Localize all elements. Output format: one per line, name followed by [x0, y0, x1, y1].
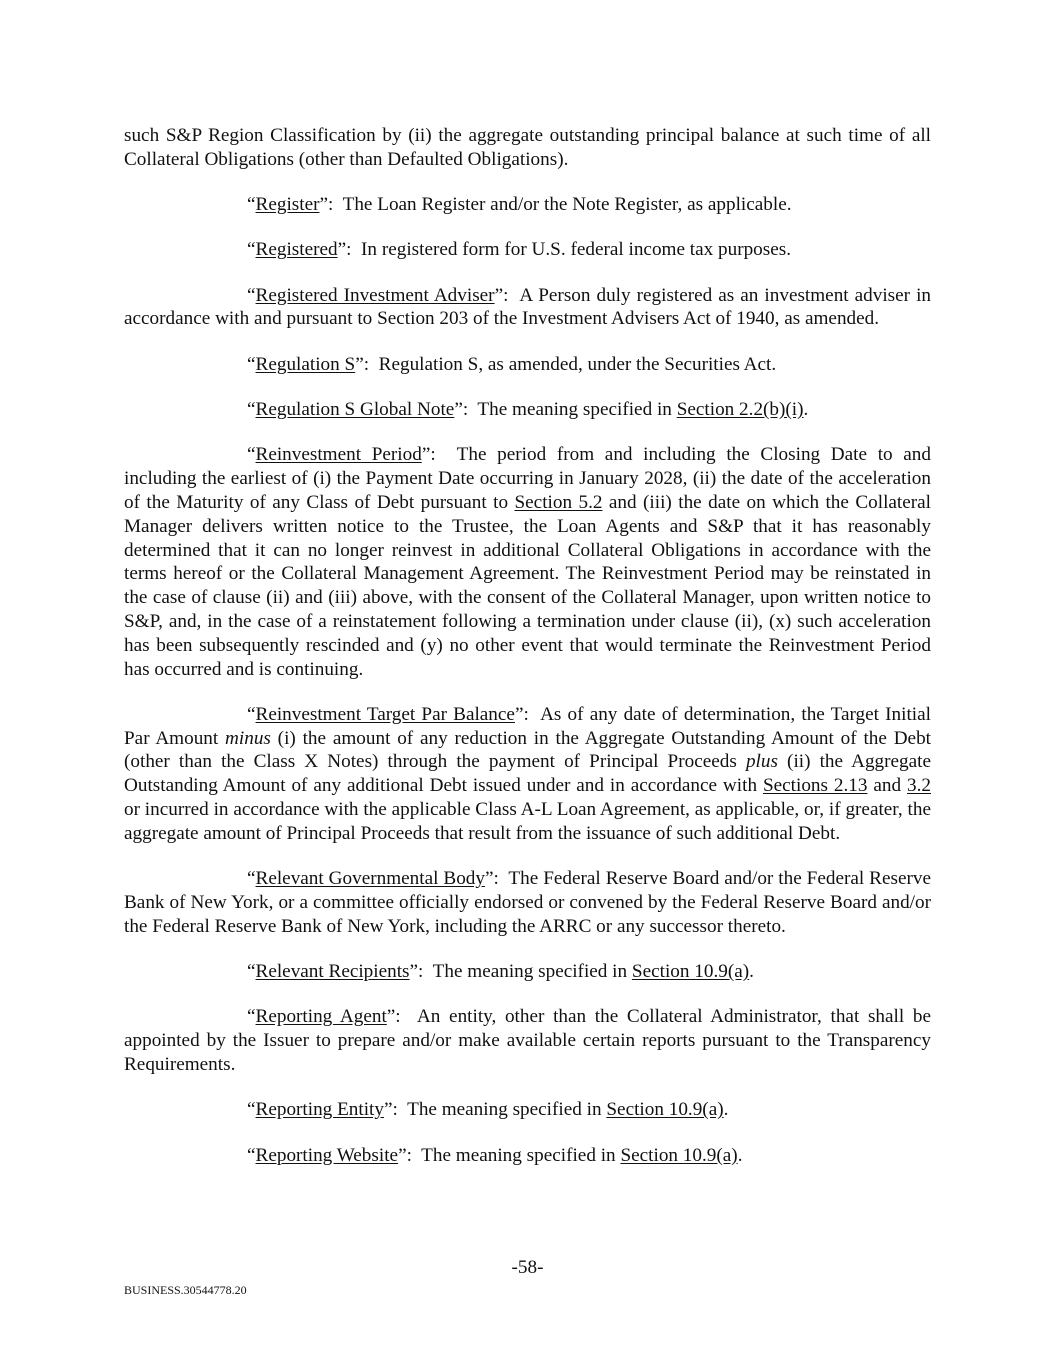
defined-term: Relevant Governmental Body [255, 868, 485, 890]
italic-operator-text: minus [225, 727, 271, 749]
definition-text: A Person duly registered as an investment adviser in accordance with and pursuant to Section 203 of the Investment Advisers Act of 1940, as amended. [124, 284, 931, 330]
definition-text: and [867, 775, 907, 797]
definition-text: In registered form for U.S. federal income tax purposes. [361, 239, 792, 261]
definition-text: or incurred in accordance with the applicable Class A-L Loan Agreement, as applicable, or, if greater, the aggregate amount of Principal Proceeds that result from the issuance of such additional Debt. [124, 799, 931, 844]
defined-term: Reporting Agent [255, 1006, 387, 1028]
defined-term: Regulation S Global Note [255, 399, 455, 421]
definition-text: The meaning specified in [432, 961, 632, 983]
definition-text: The Loan Register and/or the Note Register, as applicable. [342, 194, 792, 216]
definition-paragraph: “Registered Investment Adviser”: A Person duly registered as an investment adviser in accordance with and pursuant to Section 203 of the Investment Advisers Act of 1940, as amended. [124, 284, 931, 330]
continuation-paragraph: such S&P Region Classification by (ii) the aggregate outstanding principal balance at such time of all Collateral Obligations (other than Defaulted Obligations). [124, 125, 931, 170]
definition-paragraph: “Reporting Website”: The meaning specified in Section 10.9(a). [247, 1144, 743, 1166]
definition-paragraph: “Relevant Governmental Body”: The Federal Reserve Board and/or the Federal Reserve Bank of New York, or a committee officially endorsed or convened by the Federal Reserve Board and/or the Federal Reserve Bank of New York, including the ARRC or any successor thereto. [124, 868, 931, 937]
definition-text: The period from and including the Closing Date to and including the earliest of (i) the Payment Date occurring in January 2028, (ii) the date of the acceleration of the Maturity of any Class of Debt pursuant to [124, 444, 931, 513]
document-id: BUSINESS.30544778.20 [124, 1283, 247, 1297]
definition-paragraph: “Reinvestment Target Par Balance”: As of any date of determination, the Target Initial Par Amount minus (i) the amount of any reduction in the Aggregate Outstanding Amount of the Debt (other than the Class X Notes) through the payment of Principal Proceeds plus (ii) the Aggregate Outstanding Amount of any additional Debt issued under and in accordance with Sections 2.13 and 3.2 or incurred in accordance with the applicable Class A-L Loan Agreement, as applicable, or, if greater, the aggregate amount of Principal Proceeds that result from the issuance of such additional Debt. [124, 703, 931, 844]
definition-paragraph: “Registered”: In registered form for U.S. federal income tax purposes. [247, 239, 792, 261]
definition-text: The meaning specified in [421, 1144, 621, 1166]
definition-text: The meaning specified in [407, 1099, 607, 1121]
definition-text: Regulation S, as amended, under the Securities Act. [378, 353, 777, 375]
section-cross-reference-link[interactable]: Section 10.9(a) [620, 1144, 738, 1166]
defined-term: Reinvestment Period [255, 444, 422, 466]
definition-paragraph: “Reporting Entity”: The meaning specified in Section 10.9(a). [247, 1099, 729, 1121]
defined-term: Register [255, 194, 320, 216]
definition-paragraph: “Relevant Recipients”: The meaning specified in Section 10.9(a). [247, 961, 754, 983]
defined-term: Regulation S [255, 353, 356, 375]
section-cross-reference-link[interactable]: 3.2 [907, 775, 931, 797]
definition-paragraph: “Reporting Agent”: An entity, other than the Collateral Administrator, that shall be appointed by the Issuer to prepare and/or make available certain reports pursuant to the Transparency Requirements. [124, 1006, 931, 1075]
section-cross-reference-link[interactable]: Section 2.2(b)(i) [676, 399, 804, 421]
definition-paragraph: “Register”: The Loan Register and/or the Note Register, as applicable. [247, 194, 792, 216]
definition-text: As of any date of determination, the Target Initial Par Amount [124, 703, 931, 749]
defined-term: Reinvestment Target Par Balance [255, 703, 515, 725]
definition-text: . [737, 1144, 743, 1166]
definition-text: . [723, 1099, 729, 1121]
definition-text: (i) the amount of any reduction in the Aggregate Outstanding Amount of the Debt (other than the Class X Notes) through the payment of Principal Proceeds [124, 727, 931, 773]
definition-text: The Federal Reserve Board and/or the Federal Reserve Bank of New York, or a committee officially endorsed or convened by the Federal Reserve Board and/or the Federal Reserve Bank of New York, including the ARRC or any successor thereto. [124, 868, 931, 937]
definition-paragraph: “Regulation S”: Regulation S, as amended, under the Securities Act. [247, 353, 777, 375]
defined-term: Reporting Website [255, 1144, 399, 1166]
definition-text: . [803, 399, 809, 421]
definition-paragraph: “Reinvestment Period”: The period from and including the Closing Date to and including the earliest of (i) the Payment Date occurring in January 2028, (ii) the date of the acceleration of the Maturity of any Class of Debt pursuant to Section 5.2 and (iii) the date on which the Collateral Manager delivers written notice to the Trustee, the Loan Agents and S&P that it has reasonably determined that it can no longer reinvest in additional Collateral Obligations in accordance with the terms hereof or the Collateral Management Agreement. The Reinvestment Period may be reinstated in the case of clause (ii) and (iii) above, with the consent of the Collateral Manager, upon written notice to S&P, and, in the case of a reinstatement following a termination under clause (ii), (x) such acceleration has been subsequently rescinded and (y) no other event that would terminate the Reinvestment Period has occurred and is continuing. [124, 444, 931, 680]
section-cross-reference-link[interactable]: Section 10.9(a) [631, 961, 750, 983]
section-cross-reference-link[interactable]: Section 5.2 [514, 491, 603, 513]
definition-text: (ii) the Aggregate Outstanding Amount of any additional Debt issued under and in accordance with [124, 751, 931, 797]
definition-text: . [749, 961, 754, 983]
section-cross-reference-link[interactable]: Section 10.9(a) [606, 1099, 724, 1121]
definitions-list [124, 193, 931, 1167]
section-cross-reference-link[interactable]: Sections 2.13 [762, 775, 868, 797]
definition-paragraph: “Regulation S Global Note”: The meaning specified in Section 2.2(b)(i). [247, 399, 809, 421]
defined-term: Registered [255, 239, 338, 261]
defined-term: Registered Investment Adviser [255, 284, 495, 306]
defined-term: Relevant Recipients [255, 961, 410, 983]
document-page [124, 124, 931, 1189]
italic-operator-text: plus [745, 751, 778, 773]
definition-text: An entity, other than the Collateral Administrator, that shall be appointed by the Issuer to prepare and/or make available certain reports pursuant to the Transparency Requirements. [124, 1006, 931, 1075]
page-number: -58- [511, 1257, 544, 1278]
defined-term: Reporting Entity [255, 1099, 384, 1121]
definition-text: and (iii) the date on which the Collateral Manager delivers written notice to the Trustee, the Loan Agents and S&P that it has reasonably determined that it can no longer reinvest in additional Collateral Obligations in accordance with the terms hereof or the Collateral Management Agreement. The Reinvestment Period may be reinstated in the case of clause (ii) and (iii) above, with the consent of the Collateral Manager, upon written notice to S&P, and, in the case of a reinstatement following a termination under clause (ii), (x) such acceleration has been subsequently rescinded and (y) no other event that would terminate the Reinvestment Period has occurred and is continuing. [124, 491, 931, 680]
definition-text: The meaning specified in [477, 399, 677, 421]
